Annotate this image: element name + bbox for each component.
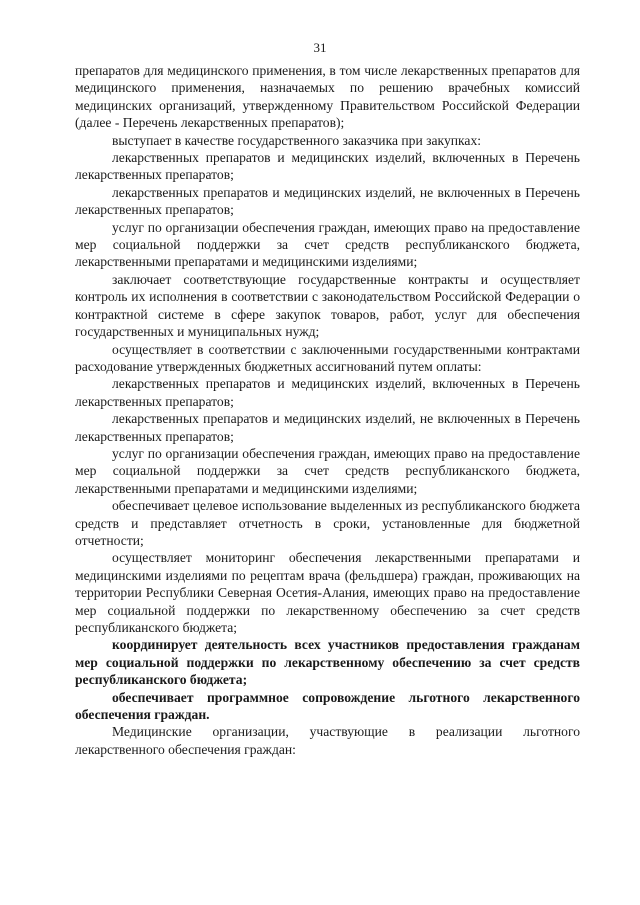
paragraph: Медицинские организации, участвующие в реализации льготного лекарственного обеспечения граждан: [75, 724, 580, 757]
paragraph: услуг по организации обеспечения граждан, имеющих право на предоставление мер социальной поддержки за счет средств республиканского бюджета, лекарственными препаратами и медицинскими изделиями; [75, 445, 580, 496]
paragraph: услуг по организации обеспечения граждан, имеющих право на предоставление мер социальной поддержки за счет средств республиканского бюджета, лекарственными препаратами и медицинскими изделиями; [75, 219, 580, 270]
document-body [75, 62, 580, 758]
paragraph: осуществляет мониторинг обеспечения лекарственными препаратами и медицинскими изделиями по рецептам врача (фельдшера) граждан, проживающих на территории Республики Северная Осетия-Алания, имеющих право на предоставление мер социальной поддержки по лекарственному обеспечению за счет средств республиканского бюджета; [75, 550, 580, 635]
paragraph: препаратов для медицинского применения, в том числе лекарственных препаратов для медицинского применения, назначаемых по решению врачебных комиссий медицинских организаций, утвержденному Правительством Российской Федерации (далее - Перечень лекарственных препаратов); [75, 63, 580, 131]
paragraph: обеспечивает программное сопровождение льготного лекарственного обеспечения граждан. [75, 689, 580, 723]
paragraph: лекарственных препаратов и медицинских изделий, не включенных в Перечень лекарственных препаратов; [75, 411, 580, 444]
page-number: 31 [313, 40, 327, 55]
paragraph: лекарственных препаратов и медицинских изделий, включенных в Перечень лекарственных препаратов; [75, 376, 580, 409]
paragraph: координирует деятельность всех участников предоставления гражданам мер социальной поддержки по лекарственному обеспечению за счет средств республиканского бюджета; [75, 637, 580, 688]
paragraph: осуществляет в соответствии с заключенными государственными контрактами расходование утвержденных бюджетных ассигнований путем оплаты: [75, 341, 580, 374]
paragraph: выступает в качестве государственного заказчика при закупках: [112, 132, 482, 148]
paragraph: лекарственных препаратов и медицинских изделий, включенных в Перечень лекарственных препаратов; [75, 150, 580, 183]
paragraph: заключает соответствующие государственные контракты и осуществляет контроль их исполнения в соответствии с законодательством Российской Федерации о контрактной системе в сфере закупок товаров, работ, услуг для обеспечения государственных и муниципальных нужд; [75, 271, 580, 340]
paragraph: лекарственных препаратов и медицинских изделий, не включенных в Перечень лекарственных препаратов; [75, 184, 580, 218]
paragraph: обеспечивает целевое использование выделенных из республиканского бюджета средств и представляет отчетность в сроки, установленные для бюджетной отчетности; [75, 498, 580, 548]
